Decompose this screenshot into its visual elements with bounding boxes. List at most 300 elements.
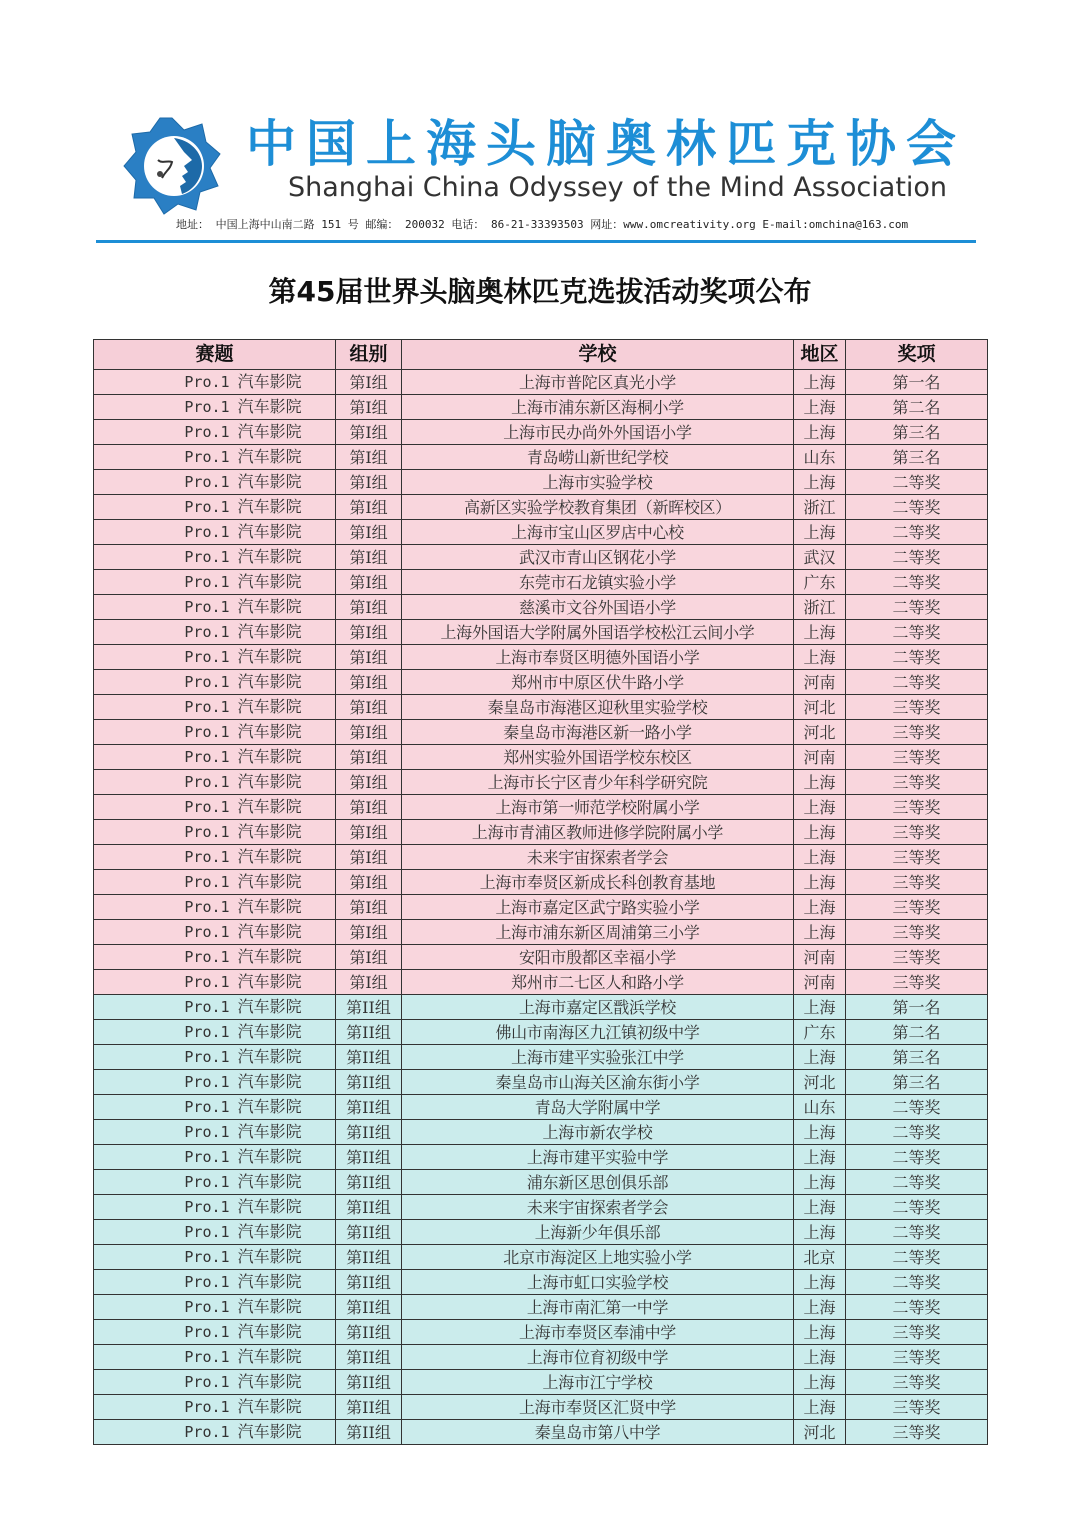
header-school: 学校: [402, 340, 794, 370]
table-header-row: [94, 340, 988, 370]
table-row: [94, 795, 988, 820]
cell-award: 二等奖: [846, 1245, 988, 1270]
header-topic: 赛题: [94, 340, 336, 370]
cell-award: 二等奖: [846, 1295, 988, 1320]
cell-school: 上海市实验学校: [402, 470, 794, 495]
cell-topic: [94, 545, 336, 570]
cell-topic: [94, 920, 336, 945]
problem-name: 汽车影院: [237, 1347, 302, 1366]
table-row: [94, 495, 988, 520]
cell-school: 上海市嘉定区戬浜学校: [402, 995, 794, 1020]
problem-name: 汽车影院: [237, 1297, 302, 1316]
problem-code: Pro.1: [184, 473, 230, 491]
cell-region: 河南: [794, 745, 846, 770]
table-row: [94, 1420, 988, 1445]
cell-school: 武汉市青山区钢花小学: [402, 545, 794, 570]
cell-group: 第I组: [336, 870, 402, 895]
cell-school: 上海市奉贤区新成长科创教育基地: [402, 870, 794, 895]
problem-name: 汽车影院: [237, 1022, 302, 1041]
problem-code: Pro.1: [184, 1423, 230, 1441]
cell-topic: [94, 1170, 336, 1195]
cell-topic: [94, 1270, 336, 1295]
org-name-en: Shanghai China Odyssey of the Mind Association: [288, 172, 948, 203]
cell-group: 第I组: [336, 545, 402, 570]
document-title: 第45届世界头脑奥林匹克选拔活动奖项公布: [268, 275, 812, 308]
cell-award: 三等奖: [846, 845, 988, 870]
cell-school: 秦皇岛市第八中学: [402, 1420, 794, 1445]
cell-school: 北京市海淀区上地实验小学: [402, 1245, 794, 1270]
cell-topic: [94, 995, 336, 1020]
cell-region: 浙江: [794, 495, 846, 520]
cell-group: 第I组: [336, 720, 402, 745]
cell-group: 第I组: [336, 770, 402, 795]
cell-region: 上海: [794, 1320, 846, 1345]
cell-award: 二等奖: [846, 545, 988, 570]
table-row: [94, 570, 988, 595]
cell-award: 第三名: [846, 445, 988, 470]
problem-name: 汽车影院: [237, 1122, 302, 1141]
table-row: [94, 1245, 988, 1270]
cell-topic: [94, 720, 336, 745]
table-row: [94, 1220, 988, 1245]
table-row: [94, 1270, 988, 1295]
table-row: [94, 895, 988, 920]
cell-award: 三等奖: [846, 820, 988, 845]
problem-code: Pro.1: [184, 1198, 230, 1216]
problem-code: Pro.1: [184, 448, 230, 466]
problem-code: Pro.1: [184, 1248, 230, 1266]
cell-group: 第I组: [336, 395, 402, 420]
cell-topic: [94, 795, 336, 820]
cell-award: 二等奖: [846, 645, 988, 670]
table-row: [94, 1345, 988, 1370]
cell-school: 高新区实验学校教育集团（新晖校区）: [402, 495, 794, 520]
problem-name: 汽车影院: [237, 997, 302, 1016]
cell-group: 第II组: [336, 1345, 402, 1370]
cell-topic: [94, 1145, 336, 1170]
cell-group: 第II组: [336, 1370, 402, 1395]
cell-region: 上海: [794, 1270, 846, 1295]
cell-group: 第I组: [336, 620, 402, 645]
cell-region: 山东: [794, 1095, 846, 1120]
cell-award: 三等奖: [846, 945, 988, 970]
problem-code: Pro.1: [184, 598, 230, 616]
table-row: [94, 820, 988, 845]
cell-award: 三等奖: [846, 795, 988, 820]
cell-region: 上海: [794, 1045, 846, 1070]
problem-name: 汽车影院: [237, 447, 302, 466]
cell-topic: [94, 520, 336, 545]
odyssey-mind-logo-icon: [122, 116, 222, 216]
problem-name: 汽车影院: [237, 947, 302, 966]
cell-award: 三等奖: [846, 745, 988, 770]
table-row: [94, 995, 988, 1020]
cell-topic: [94, 1295, 336, 1320]
cell-region: 上海: [794, 795, 846, 820]
table-row: [94, 1070, 988, 1095]
cell-topic: [94, 945, 336, 970]
table-row: [94, 470, 988, 495]
cell-school: 上海市建平实验中学: [402, 1145, 794, 1170]
cell-school: 郑州市中原区伏牛路小学: [402, 670, 794, 695]
awards-table: [93, 339, 988, 1445]
cell-award: 三等奖: [846, 720, 988, 745]
cell-award: 第三名: [846, 1045, 988, 1070]
problem-name: 汽车影院: [237, 847, 302, 866]
problem-name: 汽车影院: [237, 772, 302, 791]
cell-region: 浙江: [794, 595, 846, 620]
cell-region: 河北: [794, 1420, 846, 1445]
cell-award: 三等奖: [846, 1420, 988, 1445]
problem-name: 汽车影院: [237, 1197, 302, 1216]
problem-code: Pro.1: [184, 973, 230, 991]
cell-school: 上海市宝山区罗店中心校: [402, 520, 794, 545]
cell-group: 第I组: [336, 920, 402, 945]
cell-school: 上海市青浦区教师进修学院附属小学: [402, 820, 794, 845]
cell-group: 第II组: [336, 1195, 402, 1220]
problem-name: 汽车影院: [237, 1047, 302, 1066]
cell-region: 河南: [794, 945, 846, 970]
cell-group: 第I组: [336, 820, 402, 845]
cell-school: 上海市嘉定区武宁路实验小学: [402, 895, 794, 920]
cell-award: 二等奖: [846, 1220, 988, 1245]
cell-school: 上海市位育初级中学: [402, 1345, 794, 1370]
cell-topic: [94, 1370, 336, 1395]
problem-name: 汽车影院: [237, 897, 302, 916]
cell-school: 青岛崂山新世纪学校: [402, 445, 794, 470]
cell-region: 上海: [794, 1120, 846, 1145]
table-row: [94, 845, 988, 870]
cell-topic: [94, 570, 336, 595]
table-row: [94, 970, 988, 995]
cell-award: 第二名: [846, 395, 988, 420]
cell-school: 上海新少年俱乐部: [402, 1220, 794, 1245]
table-row: [94, 720, 988, 745]
problem-code: Pro.1: [184, 548, 230, 566]
cell-award: 三等奖: [846, 695, 988, 720]
cell-group: 第II组: [336, 1095, 402, 1120]
problem-code: Pro.1: [184, 373, 230, 391]
problem-code: Pro.1: [184, 1223, 230, 1241]
problem-name: 汽车影院: [237, 1322, 302, 1341]
cell-topic: [94, 470, 336, 495]
cell-region: 上海: [794, 645, 846, 670]
problem-code: Pro.1: [184, 923, 230, 941]
problem-code: Pro.1: [184, 798, 230, 816]
cell-school: 未来宇宙探索者学会: [402, 845, 794, 870]
problem-code: Pro.1: [184, 848, 230, 866]
cell-group: 第II组: [336, 1120, 402, 1145]
cell-school: 上海市奉贤区汇贤中学: [402, 1395, 794, 1420]
cell-topic: [94, 895, 336, 920]
cell-school: 未来宇宙探索者学会: [402, 1195, 794, 1220]
cell-region: 上海: [794, 620, 846, 645]
table-row: [94, 395, 988, 420]
problem-name: 汽车影院: [237, 647, 302, 666]
cell-school: 上海市长宁区青少年科学研究院: [402, 770, 794, 795]
cell-topic: [94, 1195, 336, 1220]
problem-name: 汽车影院: [237, 747, 302, 766]
cell-school: 郑州市二七区人和路小学: [402, 970, 794, 995]
cell-group: 第II组: [336, 1020, 402, 1045]
cell-region: 上海: [794, 870, 846, 895]
cell-region: 上海: [794, 995, 846, 1020]
cell-group: 第I组: [336, 895, 402, 920]
cell-topic: [94, 395, 336, 420]
problem-code: Pro.1: [184, 1148, 230, 1166]
cell-group: 第I组: [336, 695, 402, 720]
cell-topic: [94, 745, 336, 770]
table-row: [94, 445, 988, 470]
letterhead-divider: [96, 240, 976, 243]
cell-region: 武汉: [794, 545, 846, 570]
cell-school: 东莞市石龙镇实验小学: [402, 570, 794, 595]
cell-group: 第I组: [336, 670, 402, 695]
problem-code: Pro.1: [184, 1048, 230, 1066]
cell-award: 二等奖: [846, 1270, 988, 1295]
cell-topic: [94, 1245, 336, 1270]
cell-region: 上海: [794, 770, 846, 795]
cell-group: 第II组: [336, 995, 402, 1020]
cell-topic: [94, 1220, 336, 1245]
problem-name: 汽车影院: [237, 1422, 302, 1441]
table-row: [94, 1045, 988, 1070]
problem-name: 汽车影院: [237, 1172, 302, 1191]
cell-award: 二等奖: [846, 470, 988, 495]
cell-group: 第II组: [336, 1295, 402, 1320]
table-row: [94, 520, 988, 545]
cell-school: 上海市江宁学校: [402, 1370, 794, 1395]
problem-code: Pro.1: [184, 1023, 230, 1041]
cell-topic: [94, 370, 336, 395]
table-row: [94, 645, 988, 670]
cell-topic: [94, 870, 336, 895]
cell-region: 上海: [794, 1195, 846, 1220]
problem-name: 汽车影院: [237, 697, 302, 716]
cell-award: 二等奖: [846, 595, 988, 620]
problem-code: Pro.1: [184, 573, 230, 591]
problem-name: 汽车影院: [237, 1147, 302, 1166]
cell-award: 第三名: [846, 420, 988, 445]
problem-name: 汽车影院: [237, 922, 302, 941]
cell-school: 上海市南汇第一中学: [402, 1295, 794, 1320]
table-body: [94, 370, 988, 1445]
cell-region: 河南: [794, 670, 846, 695]
cell-region: 广东: [794, 1020, 846, 1045]
problem-code: Pro.1: [184, 1323, 230, 1341]
cell-award: 三等奖: [846, 1370, 988, 1395]
cell-topic: [94, 445, 336, 470]
cell-group: 第I组: [336, 645, 402, 670]
cell-group: 第I组: [336, 445, 402, 470]
problem-name: 汽车影院: [237, 622, 302, 641]
cell-school: 上海市奉贤区奉浦中学: [402, 1320, 794, 1345]
cell-school: 上海市浦东新区海桐小学: [402, 395, 794, 420]
table-row: [94, 670, 988, 695]
cell-group: 第II组: [336, 1320, 402, 1345]
cell-group: 第II组: [336, 1420, 402, 1445]
cell-award: 三等奖: [846, 770, 988, 795]
cell-group: 第II组: [336, 1270, 402, 1295]
cell-topic: [94, 670, 336, 695]
cell-topic: [94, 1095, 336, 1120]
cell-group: 第I组: [336, 795, 402, 820]
cell-topic: [94, 1120, 336, 1145]
table-row: [94, 1170, 988, 1195]
problem-name: 汽车影院: [237, 597, 302, 616]
problem-code: Pro.1: [184, 1273, 230, 1291]
problem-name: 汽车影院: [237, 522, 302, 541]
cell-topic: [94, 1045, 336, 1070]
problem-name: 汽车影院: [237, 1222, 302, 1241]
problem-name: 汽车影院: [237, 1247, 302, 1266]
cell-school: 佛山市南海区九江镇初级中学: [402, 1020, 794, 1045]
table-row: [94, 745, 988, 770]
cell-region: 上海: [794, 820, 846, 845]
problem-name: 汽车影院: [237, 1072, 302, 1091]
cell-award: 第三名: [846, 1070, 988, 1095]
problem-name: 汽车影院: [237, 497, 302, 516]
table-row: [94, 370, 988, 395]
cell-school: 上海市建平实验张江中学: [402, 1045, 794, 1070]
problem-name: 汽车影院: [237, 872, 302, 891]
problem-code: Pro.1: [184, 1123, 230, 1141]
problem-code: Pro.1: [184, 698, 230, 716]
cell-region: 河北: [794, 1070, 846, 1095]
problem-code: Pro.1: [184, 1098, 230, 1116]
problem-code: Pro.1: [184, 898, 230, 916]
cell-region: 北京: [794, 1245, 846, 1270]
cell-school: 上海市第一师范学校附属小学: [402, 795, 794, 820]
cell-group: 第I组: [336, 945, 402, 970]
cell-region: 上海: [794, 1170, 846, 1195]
cell-award: 二等奖: [846, 1195, 988, 1220]
cell-topic: [94, 820, 336, 845]
cell-group: 第I组: [336, 520, 402, 545]
cell-group: 第I组: [336, 470, 402, 495]
header-group: 组别: [336, 340, 402, 370]
cell-group: 第II组: [336, 1070, 402, 1095]
problem-code: Pro.1: [184, 948, 230, 966]
problem-code: Pro.1: [184, 623, 230, 641]
cell-school: 秦皇岛市山海关区渝东街小学: [402, 1070, 794, 1095]
problem-code: Pro.1: [184, 1398, 230, 1416]
cell-topic: [94, 970, 336, 995]
cell-award: 第一名: [846, 995, 988, 1020]
cell-topic: [94, 1420, 336, 1445]
cell-region: 上海: [794, 1145, 846, 1170]
cell-award: 二等奖: [846, 570, 988, 595]
cell-region: 河南: [794, 970, 846, 995]
address-line: 地址： 中国上海中山南二路 151 号 邮编： 200032 电话： 86-21-33393503 网址：www.omcreativity.org E-mail:omchina@163.com: [176, 218, 909, 231]
cell-topic: [94, 1395, 336, 1420]
table-row: [94, 1395, 988, 1420]
problem-code: Pro.1: [184, 1073, 230, 1091]
cell-topic: [94, 1020, 336, 1045]
problem-name: 汽车影院: [237, 672, 302, 691]
cell-award: 第二名: [846, 1020, 988, 1045]
cell-school: 秦皇岛市海港区迎秋里实验学校: [402, 695, 794, 720]
cell-region: 上海: [794, 895, 846, 920]
table-row: [94, 595, 988, 620]
cell-topic: [94, 620, 336, 645]
cell-award: 二等奖: [846, 1170, 988, 1195]
cell-topic: [94, 645, 336, 670]
cell-award: 三等奖: [846, 970, 988, 995]
cell-school: 慈溪市文谷外国语小学: [402, 595, 794, 620]
table-row: [94, 545, 988, 570]
cell-region: 上海: [794, 1345, 846, 1370]
table-row: [94, 770, 988, 795]
cell-group: 第I组: [336, 595, 402, 620]
cell-award: 三等奖: [846, 920, 988, 945]
table-row: [94, 620, 988, 645]
cell-topic: [94, 1320, 336, 1345]
cell-region: 上海: [794, 1395, 846, 1420]
cell-group: 第I组: [336, 745, 402, 770]
cell-region: 上海: [794, 920, 846, 945]
problem-name: 汽车影院: [237, 722, 302, 741]
cell-school: 上海市浦东新区周浦第三小学: [402, 920, 794, 945]
org-name-cn: 中国上海头脑奥林匹克协会: [246, 115, 966, 173]
header-region: 地区: [794, 340, 846, 370]
problem-code: Pro.1: [184, 1373, 230, 1391]
cell-group: 第I组: [336, 845, 402, 870]
problem-code: Pro.1: [184, 673, 230, 691]
cell-topic: [94, 695, 336, 720]
table-row: [94, 695, 988, 720]
table-row: [94, 1295, 988, 1320]
table-row: [94, 1095, 988, 1120]
problem-code: Pro.1: [184, 1173, 230, 1191]
problem-code: Pro.1: [184, 648, 230, 666]
cell-school: 上海市奉贤区明德外国语小学: [402, 645, 794, 670]
cell-topic: [94, 595, 336, 620]
problem-name: 汽车影院: [237, 472, 302, 491]
cell-region: 上海: [794, 420, 846, 445]
problem-code: Pro.1: [184, 998, 230, 1016]
header-award: 奖项: [846, 340, 988, 370]
problem-name: 汽车影院: [237, 422, 302, 441]
cell-group: 第II组: [336, 1220, 402, 1245]
cell-region: 河北: [794, 695, 846, 720]
problem-code: Pro.1: [184, 1298, 230, 1316]
problem-name: 汽车影院: [237, 372, 302, 391]
cell-region: 上海: [794, 1220, 846, 1245]
cell-topic: [94, 1345, 336, 1370]
cell-award: 二等奖: [846, 1145, 988, 1170]
cell-group: 第II组: [336, 1145, 402, 1170]
problem-name: 汽车影院: [237, 1097, 302, 1116]
problem-name: 汽车影院: [237, 797, 302, 816]
cell-award: 二等奖: [846, 1095, 988, 1120]
cell-region: 上海: [794, 1370, 846, 1395]
cell-award: 三等奖: [846, 895, 988, 920]
cell-topic: [94, 770, 336, 795]
problem-code: Pro.1: [184, 823, 230, 841]
cell-school: 青岛大学附属中学: [402, 1095, 794, 1120]
cell-region: 广东: [794, 570, 846, 595]
table-row: [94, 1145, 988, 1170]
cell-region: 上海: [794, 520, 846, 545]
cell-school: 上海市民办尚外外国语小学: [402, 420, 794, 445]
letterhead: [96, 112, 978, 247]
cell-school: 上海市新农学校: [402, 1120, 794, 1145]
problem-name: 汽车影院: [237, 822, 302, 841]
problem-code: Pro.1: [184, 773, 230, 791]
problem-code: Pro.1: [184, 873, 230, 891]
problem-code: Pro.1: [184, 398, 230, 416]
